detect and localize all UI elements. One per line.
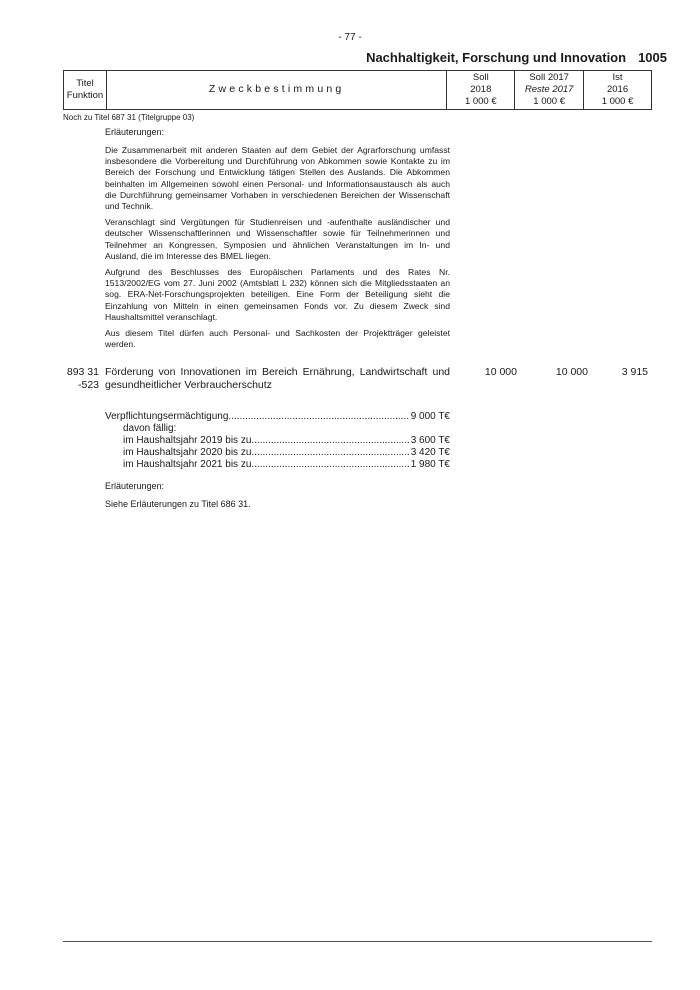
amount-soll-2017: 10 000 (555, 366, 588, 378)
explanations-text (105, 145, 450, 355)
section-title (366, 50, 667, 65)
section-title-text: Nachhaltigkeit, Forschung und Innovation (366, 50, 627, 65)
header-soll-2017: Soll 2017 Reste 2017 1 000 € (515, 71, 584, 110)
page-number: - 77 - (338, 32, 362, 43)
explanations-heading-2: Erläuterungen: (105, 481, 165, 491)
commitment-row: im Haushaltsjahr 2019 bis zu ..... 3 600 T€ (105, 435, 450, 447)
amount-soll-2018: 10 000 (484, 366, 517, 378)
budget-header-table (63, 70, 652, 110)
chapter-number: 1005 (638, 50, 667, 65)
commitment-row: im Haushaltsjahr 2020 bis zu ..... 3 420 T€ (105, 447, 450, 459)
footer-rule (63, 941, 652, 942)
amount-ist-2016: 3 915 (621, 366, 648, 378)
header-titel-funktion: Titel Funktion (64, 71, 107, 110)
commitment-row: im Haushaltsjahr 2021 bis zu ..... 1 980 T€ (105, 459, 450, 471)
commitment-total-row: Verpflichtungsermächtigung ..... 9 000 T€ (105, 411, 450, 423)
title-number: 893 31 -523 (66, 366, 99, 391)
explanation-paragraph: Aus diesem Titel dürfen auch Personal- und Sachkosten der Projektträger geleistet werden. (105, 328, 450, 350)
title-purpose: Förderung von Innovationen im Bereich Ernährung, Landwirtschaft und gesundheitlicher Verbraucherschutz (105, 366, 450, 391)
explanation-paragraph: Aufgrund des Beschlusses des Europäischen Parlaments und des Rates Nr. 1513/2002/EG vom 27. Juni 2002 (Amtsblatt L 232) können sich die Mitgliedsstaaten an sog. ERA-Net-Forschungsprojekten beteiligen. Eine Form der Beteiligung sieht die Einzahlung von Mitteln in einen gemeinsamen Fonds vor. Zu diesem Zweck sind Haushaltsmittel veranschlagt. (105, 267, 450, 322)
explanation-paragraph: Veranschlagt sind Vergütungen für Studienreisen und -aufenthalte ausländischer und deutscher Wissenschaftlerinnen und Wissenschaftler sowie für Teilnehmerinnen und Teilnehmer an Kongressen, Symposien und ähnlichen Veranstaltungen im In- und Ausland, die im Interesse des BMEL liegen. (105, 217, 450, 261)
explanation-paragraph: Die Zusammenarbeit mit anderen Staaten auf dem Gebiet der Agrarforschung umfasst insbesondere die Vorbereitung und Durchführung von Abkommen sowie Kontakte zu im Bereich der Forschung und Entwicklung tätigen Stellen des Auslands. Die Abkommen beinhalten im Allgemeinen sowohl einen Personal- und Informationsaustausch als auch die Durchführung gemeinsamer Vorhaben in verschiedenen Bereichen der Wissenschaft und Technik. (105, 145, 450, 212)
header-soll-2018: Soll 2018 1 000 € (447, 71, 515, 110)
commitment-due-label: davon fällig: (123, 423, 177, 434)
explanations-reference: Siehe Erläuterungen zu Titel 686 31. (105, 499, 251, 509)
header-ist-2016: Ist 2016 1 000 € (584, 71, 652, 110)
commitment-authorization (105, 411, 450, 471)
continuation-note: Noch zu Titel 687 31 (Titelgruppe 03) (63, 113, 195, 122)
header-zweckbestimmung: Zweckbestimmung (106, 71, 446, 110)
explanations-heading: Erläuterungen: (105, 127, 165, 137)
